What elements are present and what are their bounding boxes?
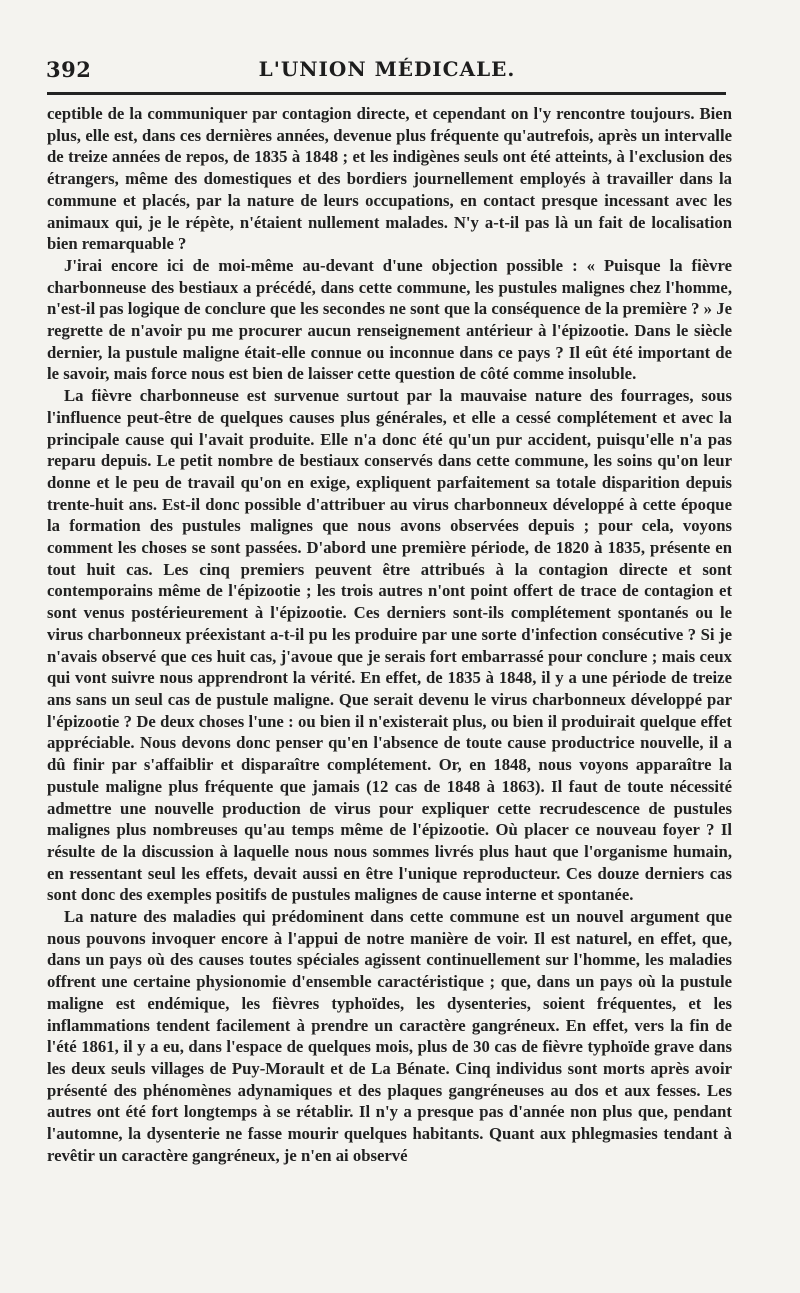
running-head — [46, 57, 728, 87]
paragraph: La fièvre charbonneuse est survenue surtout par la mauvaise nature des fourrages, sous l'influence peut-être de quelques causes plus générales, et elle a cessé complétement et avec la principale cause qui l'avait produite. Elle n'a donc été qu'un pur accident, puisqu'elle n'a pas reparu depuis. Le petit nombre de bestiaux conservés dans cette commune, les soins qu'on leur donne et le peu de travail qu'on en exige, expliquent parfaitement sa totale disparition depuis trente-huit ans. Est-il donc possible d'attribuer au virus charbonneux développé à cette époque la formation des pustules malignes que nous avons observées depuis ; pour cela, voyons comment les choses se sont passées. D'abord une première période, de 1820 à 1835, présente en tout huit cas. Les cinq premiers peuvent être attribués à la contagion directe et sont contemporains même de l'épizootie ; les trois autres n'ont point offert de trace de contagion et sont venus postérieurement à l'épizootie. Ces derniers sont-ils complétement spontanés ou le virus charbonneux préexistant a-t-il pu les produire par une sorte d'infection consécutive ? Si je n'avais observé que ces huit cas, j'avoue que je serais fort embarrassé pour conclure ; mais ceux qui vont suivre nous apprendront la vérité. En effet, de 1835 à 1848, il y a une période de treize ans sans un seul cas de pustule maligne. Que serait devenu le virus charbonneux développé par l'épizootie ? De deux choses l'une : ou bien il n'existerait plus, ou bien il produirait quelque effet appréciable. Nous devons donc penser qu'en l'absence de toute cause productrice nouvelle, il a dû finir par s'affaiblir et disparaître complétement. Or, en 1848, nous voyons apparaître la pustule maligne plus fréquente que jamais (12 cas de 1848 à 1863). Il faut de toute nécessité admettre une nouvelle production de virus pour expliquer cette recrudescence de pustules malignes plus nombreuses qu'au temps même de l'épizootie. Où placer ce nouveau foyer ? Il résulte de la discussion à laquelle nous nous sommes livrés plus haut que l'organisme humain, en ressentant seul les effets, devait aussi en être l'unique reproducteur. Ces douze derniers cas sont donc des exemples positifs de pustules malignes de cause interne et spontanée. — [47, 386, 732, 905]
paragraph: ceptible de la communiquer par contagion directe, et cependant on l'y rencontre toujours. Bien plus, elle est, dans ces dernières années, devenue plus fréquente qu'autrefois, après un intervalle de treize années de repos, de 1835 à 1848 ; et les indigènes seuls ont été atteints, à l'exclusion des étrangers, même des domestiques et des bordiers journellement employés à travailler dans la commune et placés, par la nature de leurs occupations, en contact presque incessant avec les animaux qui, je le répète, n'étaient nullement malades. N'y a-t-il pas là un fait de localisation bien remarquable ? — [47, 104, 732, 254]
page-number: 392 — [46, 57, 92, 82]
paragraph: La nature des maladies qui prédominent dans cette commune est un nouvel argument que nous pouvons invoquer encore à l'appui de notre manière de voir. Il est naturel, en effet, que, dans un pays où des causes toutes spéciales agissent continuellement sur l'homme, les maladies offrent une certaine physionomie d'ensemble caractéristique ; que, dans un pays où la pustule maligne est endémique, les fièvres typhoïdes, les dysenteries, soient fréquentes, et les inflammations tendent facilement à prendre un caractère gangréneux. En effet, vers la fin de l'été 1861, il y a eu, dans l'espace de quelques mois, plus de 30 cas de fièvre typhoïde grave dans les deux seuls villages de Puy-Morault et de La Bénate. Cinq individus sont morts après avoir présenté des phénomènes adynamiques et des plaques gangréneuses au dos et aux fesses. Les autres ont été fort longtemps à se rétablir. Il n'y a presque pas d'année non plus que, pendant l'automne, la dysenterie ne fasse mourir quelques habitants. Quant aux phlegmasies tendant à revêtir un caractère gangréneux, je n'en ai observé — [47, 907, 732, 1165]
header-rule — [47, 92, 726, 95]
paragraph: J'irai encore ici de moi-même au-devant d'une objection possible : « Puisque la fièvre charbonneuse des bestiaux a précédé, dans cette commune, les pustules malignes chez l'homme, n'est-il pas logique de conclure que les secondes ne sont que la conséquence de la première ? » Je regrette de n'avoir pu me procurer aucun renseignement antérieur à l'épizootie. Dans le siècle dernier, la pustule maligne était-elle connue ou inconnue dans ce pays ? Il eût été important de le savoir, mais force nous est bien de laisser cette question de côté comme insoluble. — [47, 255, 732, 384]
journal-title: L'UNION MÉDICALE. — [258, 57, 516, 81]
body-text — [47, 103, 732, 1166]
